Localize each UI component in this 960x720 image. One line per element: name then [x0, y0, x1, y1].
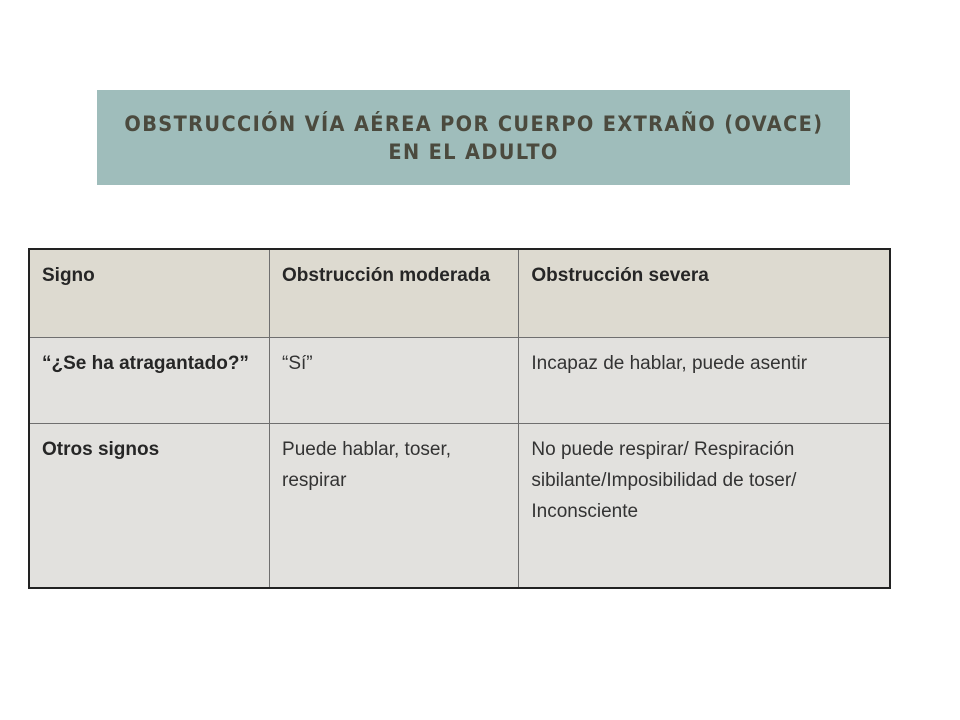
title-line-1: OBSTRUCCIÓN VÍA AÉREA POR CUERPO EXTRAÑO (OVACE) — [123, 111, 824, 136]
table-cell-signo: Otros signos — [29, 423, 270, 588]
table-cell-moderada: Puede hablar, toser, respirar — [270, 423, 519, 588]
table-cell-signo: “¿Se ha atragantado?” — [29, 337, 270, 423]
obstruction-signs-table — [28, 248, 891, 589]
header-cell-moderada: Obstrucción moderada — [270, 249, 519, 337]
table-cell-moderada: “Sí” — [270, 337, 519, 423]
table-cell-severa: Incapaz de hablar, puede asentir — [519, 337, 890, 423]
title-banner — [97, 90, 850, 185]
title-line-2: EN EL ADULTO — [388, 139, 559, 164]
table-row — [29, 423, 890, 588]
header-cell-signo: Signo — [29, 249, 270, 337]
table-row — [29, 337, 890, 423]
table-header-row — [29, 249, 890, 337]
header-cell-severa: Obstrucción severa — [519, 249, 890, 337]
table-cell-severa: No puede respirar/ Respiración sibilante/Imposibilidad de toser/ Inconsciente — [519, 423, 890, 588]
